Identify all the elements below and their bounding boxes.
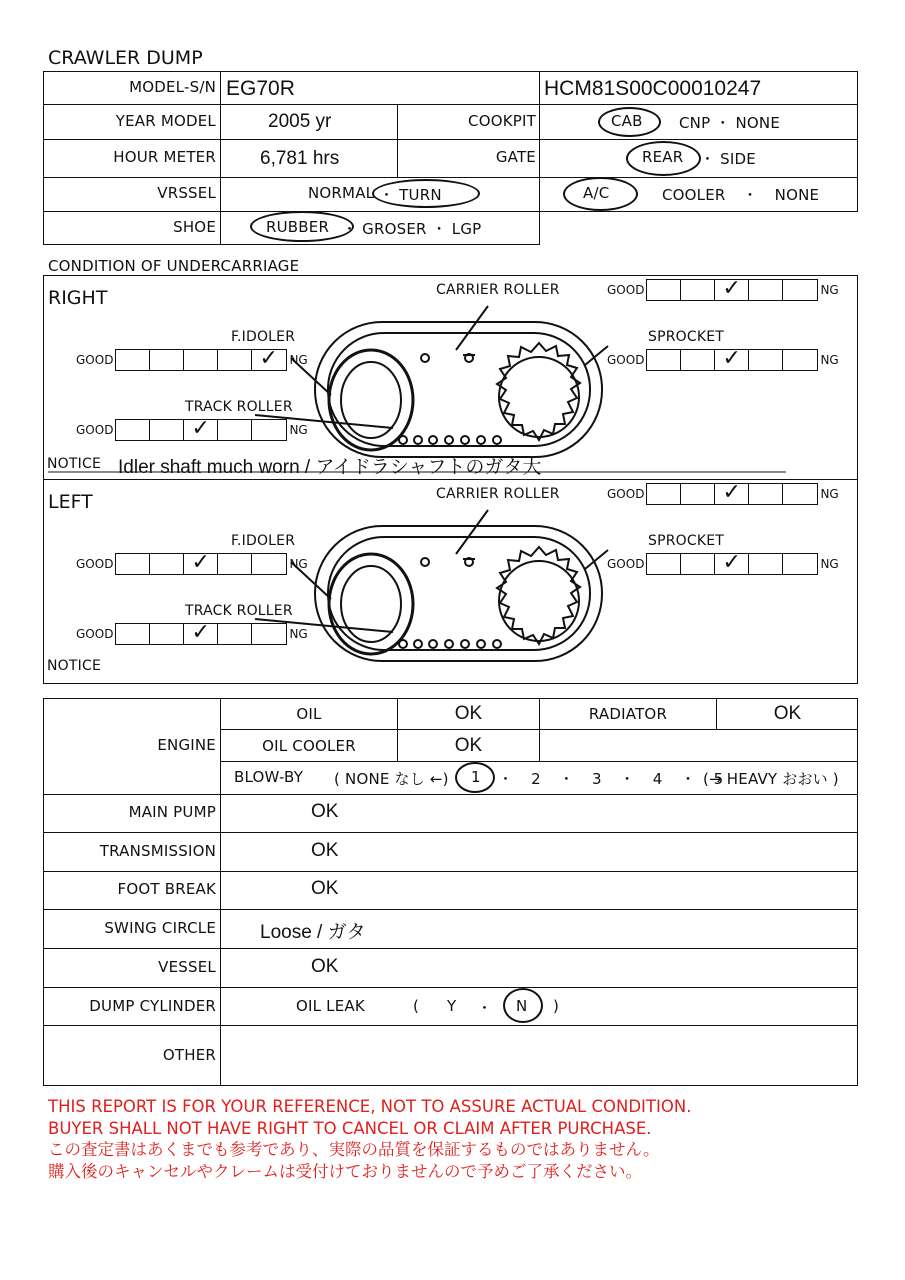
track-diagram-left-group	[255, 510, 608, 661]
grade-cell[interactable]	[218, 624, 252, 644]
cookpit-label: COOKPIT	[468, 112, 536, 130]
grade-cell[interactable]	[783, 280, 817, 300]
grade-cell[interactable]	[218, 420, 252, 440]
right-carrier-roller-label: CARRIER ROLLER	[436, 282, 560, 298]
right-track-roller-grade	[76, 416, 308, 441]
grade-cell[interactable]	[252, 624, 286, 644]
left-notice-label: NOTICE	[47, 658, 101, 674]
right-carrier-roller-grade	[607, 276, 839, 301]
gate-option-rear: REAR	[642, 148, 684, 166]
grade-cell[interactable]	[150, 624, 184, 644]
grade-cell[interactable]	[184, 416, 218, 441]
checkmark-icon: ✓	[191, 550, 210, 575]
blowby-none-text: ( NONE なし ←)	[334, 770, 449, 788]
right-side-label: RIGHT	[48, 287, 108, 309]
oil-leak-label: OIL LEAK	[296, 997, 365, 1015]
radiator-value: OK	[773, 703, 802, 724]
good-label: GOOD	[607, 283, 645, 297]
grade-cell[interactable]	[783, 350, 817, 370]
grade-cell[interactable]	[647, 554, 681, 574]
grade-cells	[646, 480, 818, 505]
good-label: GOOD	[76, 627, 114, 641]
left-carrier-roller-grade	[607, 480, 839, 505]
oil-leak-close-paren: )	[553, 997, 560, 1015]
good-label: GOOD	[76, 557, 114, 571]
model-value: EG70R	[226, 77, 295, 100]
checkmark-icon: ✓	[722, 346, 741, 371]
left-side-label: LEFT	[48, 491, 93, 513]
right-notice-text: Idler shaft much worn / アイドラシャフトのガタ大	[118, 457, 542, 478]
grade-cell[interactable]	[150, 420, 184, 440]
blowby-heavy-text: (→ HEAVY おおい )	[703, 770, 839, 788]
grade-cell[interactable]	[252, 346, 286, 371]
foot-break-value: OK	[311, 878, 339, 899]
vessel-label: VRSSEL	[157, 184, 216, 202]
grade-cell[interactable]	[681, 350, 715, 370]
page-title: CRAWLER DUMP	[48, 47, 203, 69]
ng-label: NG	[289, 557, 308, 571]
ng-label: NG	[820, 353, 839, 367]
grade-cell[interactable]	[783, 554, 817, 574]
ac-option: A/C	[583, 184, 610, 202]
grade-cell[interactable]	[218, 350, 252, 370]
grade-cell[interactable]	[647, 350, 681, 370]
grade-cell[interactable]	[715, 480, 749, 505]
good-label: GOOD	[607, 487, 645, 501]
cookpit-option-cab: CAB	[611, 112, 643, 130]
disclaimer-line: THIS REPORT IS FOR YOUR REFERENCE, NOT TO ASSURE ACTUAL CONDITION.	[48, 1097, 692, 1116]
transmission-label: TRANSMISSION	[99, 842, 216, 860]
transmission-value: OK	[311, 840, 339, 861]
checkmark-icon: ✓	[722, 276, 741, 301]
grade-cell[interactable]	[116, 420, 150, 440]
ac-options-rest: COOLER ・ NONE	[662, 186, 820, 204]
cookpit-options-rest: CNP ・ NONE	[679, 114, 781, 132]
oil-leak-selected-circle	[503, 988, 543, 1023]
shoe-options-rest: ・ GROSER ・ LGP	[342, 220, 482, 238]
ng-label: NG	[820, 557, 839, 571]
hour-meter-label: HOUR METER	[113, 148, 216, 166]
grade-cell[interactable]	[252, 420, 286, 440]
vessel-option-turn: ・ TURN	[379, 186, 442, 204]
grade-cell[interactable]	[715, 550, 749, 575]
disclaimer-line: 購入後のキャンセルやクレームは受付けておりませんので予めご了承ください。	[48, 1161, 642, 1181]
grade-cell[interactable]	[150, 554, 184, 574]
undercarriage-heading: CONDITION OF UNDERCARRIAGE	[48, 257, 300, 275]
engine-label: ENGINE	[157, 736, 216, 754]
oil-value: OK	[454, 703, 483, 724]
year-model-label: YEAR MODEL	[115, 112, 216, 130]
foot-break-label: FOOT BREAK	[117, 880, 216, 898]
disclaimer-line: この査定書はあくまでも参考であり、実際の品質を保証するものではありません。	[48, 1140, 660, 1159]
left-f-idler-grade	[76, 550, 308, 575]
grade-cells	[646, 276, 818, 301]
oil-leak-option-y: Y	[447, 997, 457, 1015]
right-f-idler-grade	[76, 346, 308, 371]
grade-cell[interactable]	[749, 350, 783, 370]
ng-label: NG	[820, 487, 839, 501]
ng-label: NG	[289, 353, 308, 367]
vessel-option-normal: NORMAL	[308, 184, 375, 202]
main-pump-value: OK	[311, 801, 339, 822]
blowby-level-1: 1	[471, 768, 481, 786]
right-notice-label: NOTICE	[47, 456, 101, 472]
grade-cell[interactable]	[647, 484, 681, 504]
ng-label: NG	[289, 627, 308, 641]
grade-cell[interactable]	[116, 350, 150, 370]
oil-leak-open-paren: (	[413, 997, 420, 1015]
grade-cells	[646, 550, 818, 575]
ng-label: NG	[289, 423, 308, 437]
grade-cell[interactable]	[749, 554, 783, 574]
oil-cooler-label: OIL COOLER	[262, 737, 356, 755]
checkmark-icon: ✓	[191, 416, 210, 441]
swing-circle-label: SWING CIRCLE	[104, 919, 216, 937]
grade-cell[interactable]	[681, 484, 715, 504]
left-track-roller-label: TRACK ROLLER	[185, 603, 293, 619]
main-pump-label: MAIN PUMP	[128, 803, 216, 821]
grade-cells	[646, 346, 818, 371]
grade-cell[interactable]	[116, 624, 150, 644]
left-f-idler-label: F.IDOLER	[231, 533, 296, 549]
grade-cell[interactable]	[184, 620, 218, 645]
oil-leak-option-n: N	[516, 997, 528, 1015]
checkmark-icon: ✓	[259, 346, 278, 371]
grade-cell[interactable]	[783, 484, 817, 504]
grade-cell[interactable]	[184, 550, 218, 575]
blowby-label: BLOW-BY	[234, 768, 304, 786]
shoe-option-rubber: RUBBER	[266, 218, 330, 236]
grade-cell[interactable]	[252, 554, 286, 574]
model-sn-label: MODEL-S/N	[129, 78, 216, 96]
radiator-label: RADIATOR	[588, 705, 668, 723]
left-sprocket-label: SPROCKET	[648, 533, 725, 549]
good-label: GOOD	[76, 423, 114, 437]
checkmark-icon: ✓	[722, 550, 741, 575]
oil-cooler-value: OK	[454, 735, 483, 756]
grade-cells	[115, 550, 287, 575]
gate-options-rest: ・ SIDE	[700, 150, 756, 168]
grade-cell[interactable]	[749, 280, 783, 300]
dump-cylinder-label: DUMP CYLINDER	[89, 997, 216, 1015]
good-label: GOOD	[607, 557, 645, 571]
grade-cell[interactable]	[218, 554, 252, 574]
left-sprocket-grade	[607, 550, 839, 575]
left-track-roller-grade	[76, 620, 308, 645]
hours-value: 6,781 hrs	[260, 148, 340, 169]
right-sprocket-grade	[607, 346, 839, 371]
grade-cell[interactable]	[647, 280, 681, 300]
ng-label: NG	[820, 283, 839, 297]
grade-cell[interactable]	[715, 346, 749, 371]
grade-cell[interactable]	[150, 350, 184, 370]
oil-label: OIL	[296, 705, 322, 723]
gate-label: GATE	[495, 148, 536, 166]
serial-value: HCM81S00C00010247	[544, 77, 762, 100]
grade-cell[interactable]	[681, 280, 715, 300]
vessel-row-value: OK	[311, 956, 339, 977]
grade-cell[interactable]	[681, 554, 715, 574]
vessel-row-label: VESSEL	[158, 958, 216, 976]
blowby-selected-circle	[455, 762, 495, 793]
grade-cell[interactable]	[116, 554, 150, 574]
grade-cell[interactable]	[715, 276, 749, 301]
checkmark-icon: ✓	[722, 480, 741, 505]
good-label: GOOD	[76, 353, 114, 367]
shoe-label: SHOE	[173, 218, 216, 236]
good-label: GOOD	[607, 353, 645, 367]
year-value: 2005 yr	[268, 111, 332, 132]
right-track-roller-label: TRACK ROLLER	[185, 399, 293, 415]
disclaimer	[48, 1096, 691, 1182]
oil-leak-dot: ・	[477, 999, 493, 1017]
grade-cell[interactable]	[184, 350, 218, 370]
grade-cells	[115, 346, 287, 371]
grade-cells	[115, 416, 287, 441]
right-sprocket-label: SPROCKET	[648, 329, 725, 345]
grade-cell[interactable]	[749, 484, 783, 504]
blowby-levels-rest: ・ 2 ・ 3 ・ 4 ・ 5	[498, 770, 724, 788]
disclaimer-line: BUYER SHALL NOT HAVE RIGHT TO CANCEL OR CLAIM AFTER PURCHASE.	[48, 1118, 652, 1138]
swing-circle-value: Loose / ガタ	[260, 922, 366, 943]
checkmark-icon: ✓	[191, 620, 210, 645]
right-f-idler-label: F.IDOLER	[231, 329, 296, 345]
left-carrier-roller-label: CARRIER ROLLER	[436, 486, 560, 502]
grade-cells	[115, 620, 287, 645]
other-label: OTHER	[162, 1046, 216, 1064]
